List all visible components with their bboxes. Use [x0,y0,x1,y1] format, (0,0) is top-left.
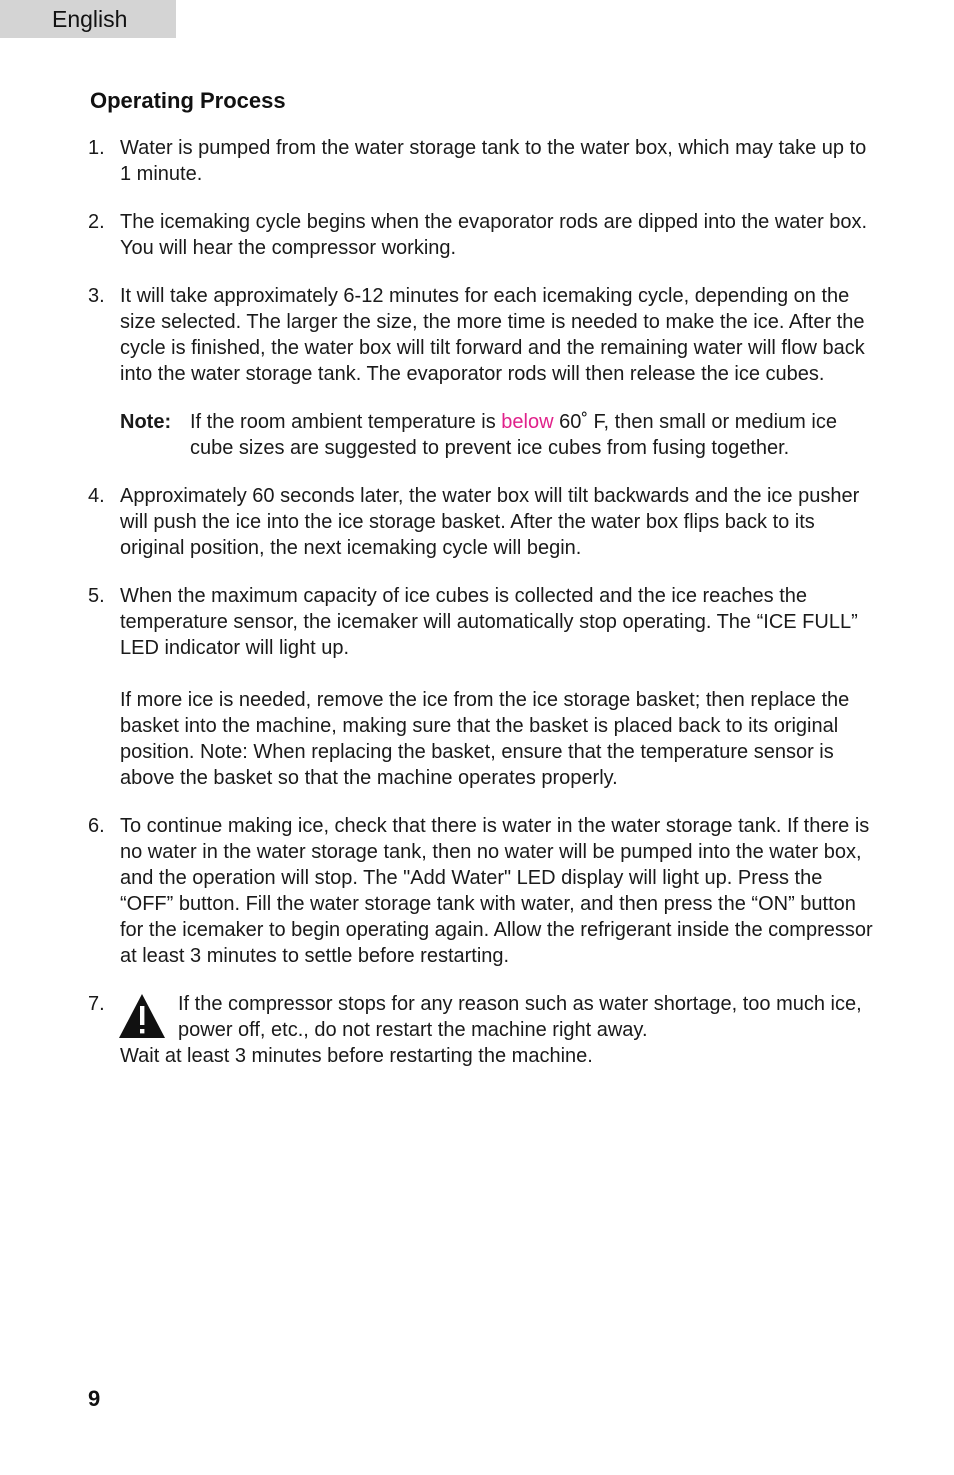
step-number: 5. [88,585,105,607]
step-text: The icemaking cycle begins when the evaporator rods are dipped into the water box. You will hear the compressor working. [120,211,868,259]
step-number: 4. [88,485,105,507]
step-number: 7. [88,993,105,1015]
step-7 [88,991,873,1069]
step-text: When the maximum capacity of ice cubes is collected and the ice reaches the temperature sensor, the icemaker will automatically stop operating. The “ICE FULL” LED indicator will light up. [120,585,858,659]
page-number: 9 [88,1386,101,1411]
steps-list [88,135,873,1091]
temperature-note [120,409,873,461]
page-title: Operating Process [90,88,286,113]
step-number: 1. [88,137,105,159]
language-tab: English [0,0,176,38]
step-text: To continue making ice, check that there is water in the water storage tank. If there is no water in the water storage tank, then no water will be pumped into the water box, and the operation will stop. The "Add Water" LED display will light up. Press the “OFF” button. Fill the water storage tank with water, and then press the “ON” button for the icemaker to begin operating again. Allow the refrigerant inside the compressor at least 3 minutes to settle before restarting. [120,815,873,967]
step-number: 3. [88,285,105,307]
note-text-before: If the room ambient temperature is [190,411,502,433]
note-label: Note: [120,411,172,433]
step-number: 6. [88,815,105,837]
step-4 [88,483,873,561]
warning-triangle-icon [118,993,166,1039]
step-1 [88,135,873,187]
step-text-continued: If more ice is needed, remove the ice from the ice storage basket; then replace the basket into the machine, making sure that the basket is placed back to its original position. Note: When replacing the basket, ensure that the temperature sensor is above the basket so that the machine operates properly. [120,689,850,789]
step-3 [88,283,873,461]
step-text: Approximately 60 seconds later, the water box will tilt backwards and the ice pusher will push the ice into the ice storage basket. After the water box flips back to its original position, the next icemaking cycle will begin. [120,485,860,559]
step-5 [88,583,873,791]
step-text: Water is pumped from the water storage tank to the water box, which may take up to 1 minute. [120,137,867,185]
step-6 [88,813,873,969]
warning-text-continued: Wait at least 3 minutes before restarting the machine. [120,1045,593,1067]
warning-text: If the compressor stops for any reason such as water shortage, too much ice, power off, etc., do not restart the machine right away. [178,993,862,1041]
warning-block [120,991,873,1043]
step-number: 2. [88,211,105,233]
note-highlight: below [501,411,554,433]
step-2 [88,209,873,261]
step-text: It will take approximately 6-12 minutes for each icemaking cycle, depending on the size selected. The larger the size, the more time is needed to make the ice. After the cycle is finished, the water box will tilt forward and the remaining water will flow back into the water storage tank. The evaporator rods will then release the ice cubes. [120,285,865,385]
note-text-after: 60˚ F, then small or medium ice cube sizes are suggested to prevent ice cubes from fusing together. [190,411,837,459]
